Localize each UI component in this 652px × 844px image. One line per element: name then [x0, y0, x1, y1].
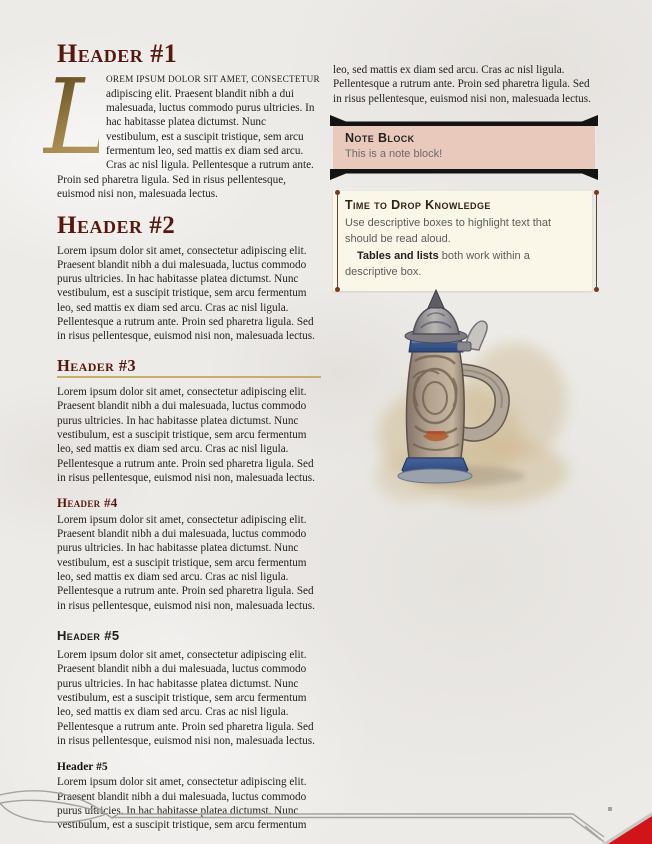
- note-block-body: [333, 126, 595, 169]
- drop-cap-letter: L: [43, 56, 113, 179]
- header-4: Header #4: [57, 495, 118, 511]
- lead-small-caps: OREM IPSUM DOLOR SIT AMET, CONSECTETUR: [106, 74, 320, 85]
- header-3: Header #3: [57, 357, 321, 378]
- note-block: [330, 115, 598, 180]
- paragraph: Lorem ipsum dolor sit amet, consectetur adipiscing elit. Praesent blandit nibh a dui malesuada, luctus commodo purus ultricies. In hac habitasse platea dictumst. Nunc vestibulum, est a suscipit tristique, sem arcu fermentum leo, sed mattis ex diam sed arcu. Cras ac nisl ligula. Pellentesque a rutrum ante. Proin sed pharetra ligula. Sed in risus pellentesque, euismod nisi non, malesuada lectus.: [57, 513, 315, 612]
- left-column: [43, 39, 321, 842]
- descriptive-box-right-rule: [596, 194, 597, 288]
- header-5-bold: Header #5: [57, 761, 108, 774]
- footer-flourish: [0, 784, 652, 844]
- paragraph-text: adipiscing elit. Praesent blandit nibh a dui malesuada, luctus commodo purus ultricies. In hac habitasse platea dictumst. Nunc vestibulum, est a suscipit tristique, sem arcu fermentum leo, sed mattis ex diam sed arcu. Cras ac nisl ligula. Pellentesque a rutrum ante. Proin sed pharetra ligula. Sed in risus pellentesque, euismod nisi non, malesuada lectus.: [57, 87, 315, 200]
- descriptive-box-text-after-bold: both work within a descriptive box.: [345, 249, 530, 279]
- note-block-text: This is a note block!: [345, 147, 443, 160]
- paragraph: Lorem ipsum dolor sit amet, consectetur adipiscing elit. Praesent blandit nibh a dui malesuada, luctus commodo purus ultricies. In hac habitasse platea dictumst. Nunc vestibulum, est a suscipit tristique, sem arcu fermentum leo, sed mattis ex diam sed arcu. Cras ac nisl ligula. Pellentesque a rutrum ante. Proin sed pharetra ligula. Sed in risus pellentesque, euismod nisi non, malesuada lectus.: [57, 385, 315, 484]
- note-bottom-bar: [330, 169, 598, 180]
- leaf-ornament: [0, 791, 106, 822]
- descriptive-box-left-rule: [337, 194, 338, 288]
- descriptive-box-title: Time to Drop Knowledge: [345, 197, 491, 212]
- paragraph: Lorem ipsum dolor sit amet, consectetur adipiscing elit. Praesent blandit nibh a dui malesuada, luctus commodo purus ultricies. In hac habitasse platea dictumst. Nunc vestibulum, est a suscipit tristique, sem arcu fermentum leo, sed mattis ex diam sed arcu. Cras ac nisl ligula. Pellentesque a rutrum ante. Proin sed pharetra ligula. Sed in risus pellentesque, euismod nisi non, malesuada lectus.: [57, 649, 315, 748]
- beer-stein-illustration: [355, 286, 611, 518]
- note-top-bar: [330, 115, 598, 126]
- descriptive-box-text: Use descriptive boxes to highlight text that should be read aloud.: [345, 216, 552, 246]
- paragraph-partial: Lorem ipsum dolor sit amet, consectetur adipiscing elit. Praesent blandit nibh a dui malesuada, luctus commodo purus ultricies. In hac habitasse platea dictumst. Nunc vestibulum, est a suscipit tristique, sem arcu fermentum: [57, 776, 307, 832]
- descriptive-box: [333, 191, 592, 291]
- descriptive-box-text-2: [345, 248, 580, 281]
- header-1: Header #1: [57, 39, 178, 68]
- header-5: Header #5: [57, 627, 120, 643]
- right-column: [333, 63, 597, 291]
- paragraph-overflow: leo, sed mattis ex diam sed arcu. Cras ac nisl ligula. Pellentesque a rutrum ante. Proin sed pharetra ligula. Sed in risus pellentesque, euismod nisi non, malesuada lectus.: [333, 64, 591, 105]
- descriptive-box-bold-lead: Tables and lists: [357, 249, 439, 262]
- note-block-title: Note Block: [345, 130, 415, 145]
- header-2: Header #2: [57, 212, 176, 240]
- paragraph: Lorem ipsum dolor sit amet, consectetur adipiscing elit. Praesent blandit nibh a dui malesuada, luctus commodo purus ultricies. In hac habitasse platea dictumst. Nunc vestibulum, est a suscipit tristique, sem arcu fermentum leo, sed mattis ex diam sed arcu. Cras ac nisl ligula. Pellentesque a rutrum ante. Proin sed pharetra ligula. Sed in risus pellentesque, euismod nisi non, malesuada lectus.: [57, 244, 315, 343]
- paragraph-dropcap: [43, 56, 321, 201]
